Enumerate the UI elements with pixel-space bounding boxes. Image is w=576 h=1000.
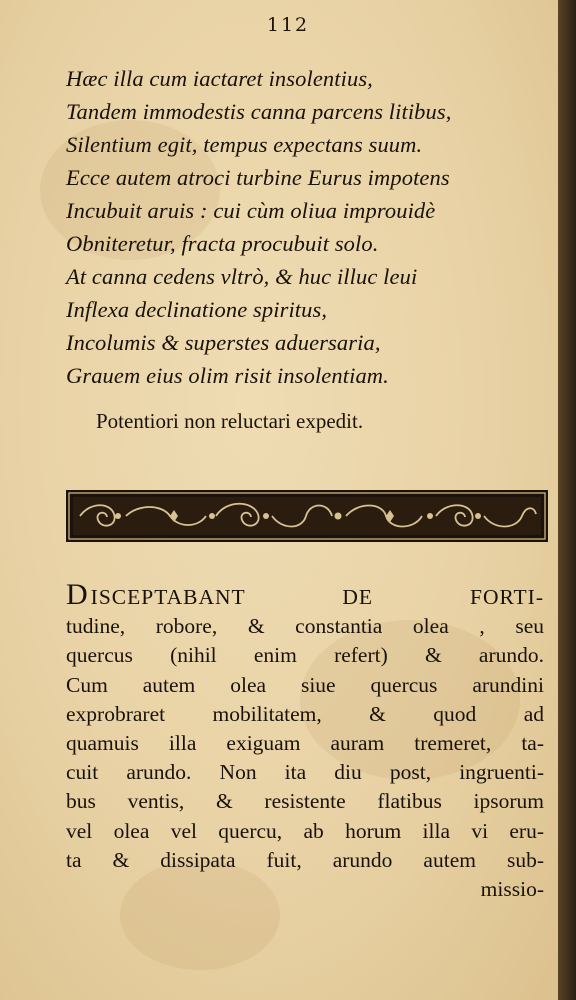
opening-small-caps: ISCEPTABANT DE FORTI- <box>90 585 544 609</box>
prose-line: quamuis illa exiguam auram tremeret, ta- <box>66 731 544 756</box>
prose-line: bus ventis, & resistente flatibus ipsorum <box>66 789 544 814</box>
prose-line: cuit arundo. Non ita diu post, ingruenti- <box>66 760 544 785</box>
catchword: missio- <box>480 877 544 902</box>
prose-line: quercus (nihil enim refert) & arundo. <box>66 643 544 668</box>
prose-line: ta & dissipata fuit, arundo autem sub- <box>66 847 544 872</box>
verse-block <box>66 62 451 392</box>
verse-line: At canna cedens vltrò, & huc illuc leui <box>66 264 418 289</box>
verse-line: Hæc illa cum iactaret insolentius, <box>66 66 373 91</box>
verse-line: Incolumis & superstes aduersaria, <box>66 330 381 355</box>
ornamental-headpiece <box>66 490 548 542</box>
verse-line: Incubuit aruis : cui cùm oliua improuidè <box>66 198 436 223</box>
prose-line: Cum autem olea siue quercus arundini <box>66 672 544 697</box>
prose-opening-line <box>66 580 544 612</box>
verse-line: Grauem eius olim risit insolentiam. <box>66 363 389 388</box>
prose-line: vel olea vel quercu, ab horum illa vi eru- <box>66 818 544 843</box>
verse-line: Tandem immodestis canna parcens litibus, <box>66 99 452 124</box>
verse-line: Inflexa declinatione spiritus, <box>66 297 328 322</box>
prose-block <box>66 580 544 904</box>
prose-line: tudine, robore, & constantia olea , seu <box>66 614 544 639</box>
verse-line: Silentium egit, tempus expectans suum. <box>66 132 423 157</box>
page-number: 112 <box>266 14 310 36</box>
verse-line: Ecce autem atroci turbine Eurus impotens <box>66 165 450 190</box>
verse-line: Obniteretur, fracta procubuit solo. <box>66 231 379 256</box>
drop-capital: D <box>66 578 91 611</box>
book-binding-edge <box>558 0 576 1000</box>
moral-line: Potentiori non reluctari expedit. <box>96 409 364 433</box>
prose-line: exprobraret mobilitatem, & quod ad <box>66 701 544 726</box>
